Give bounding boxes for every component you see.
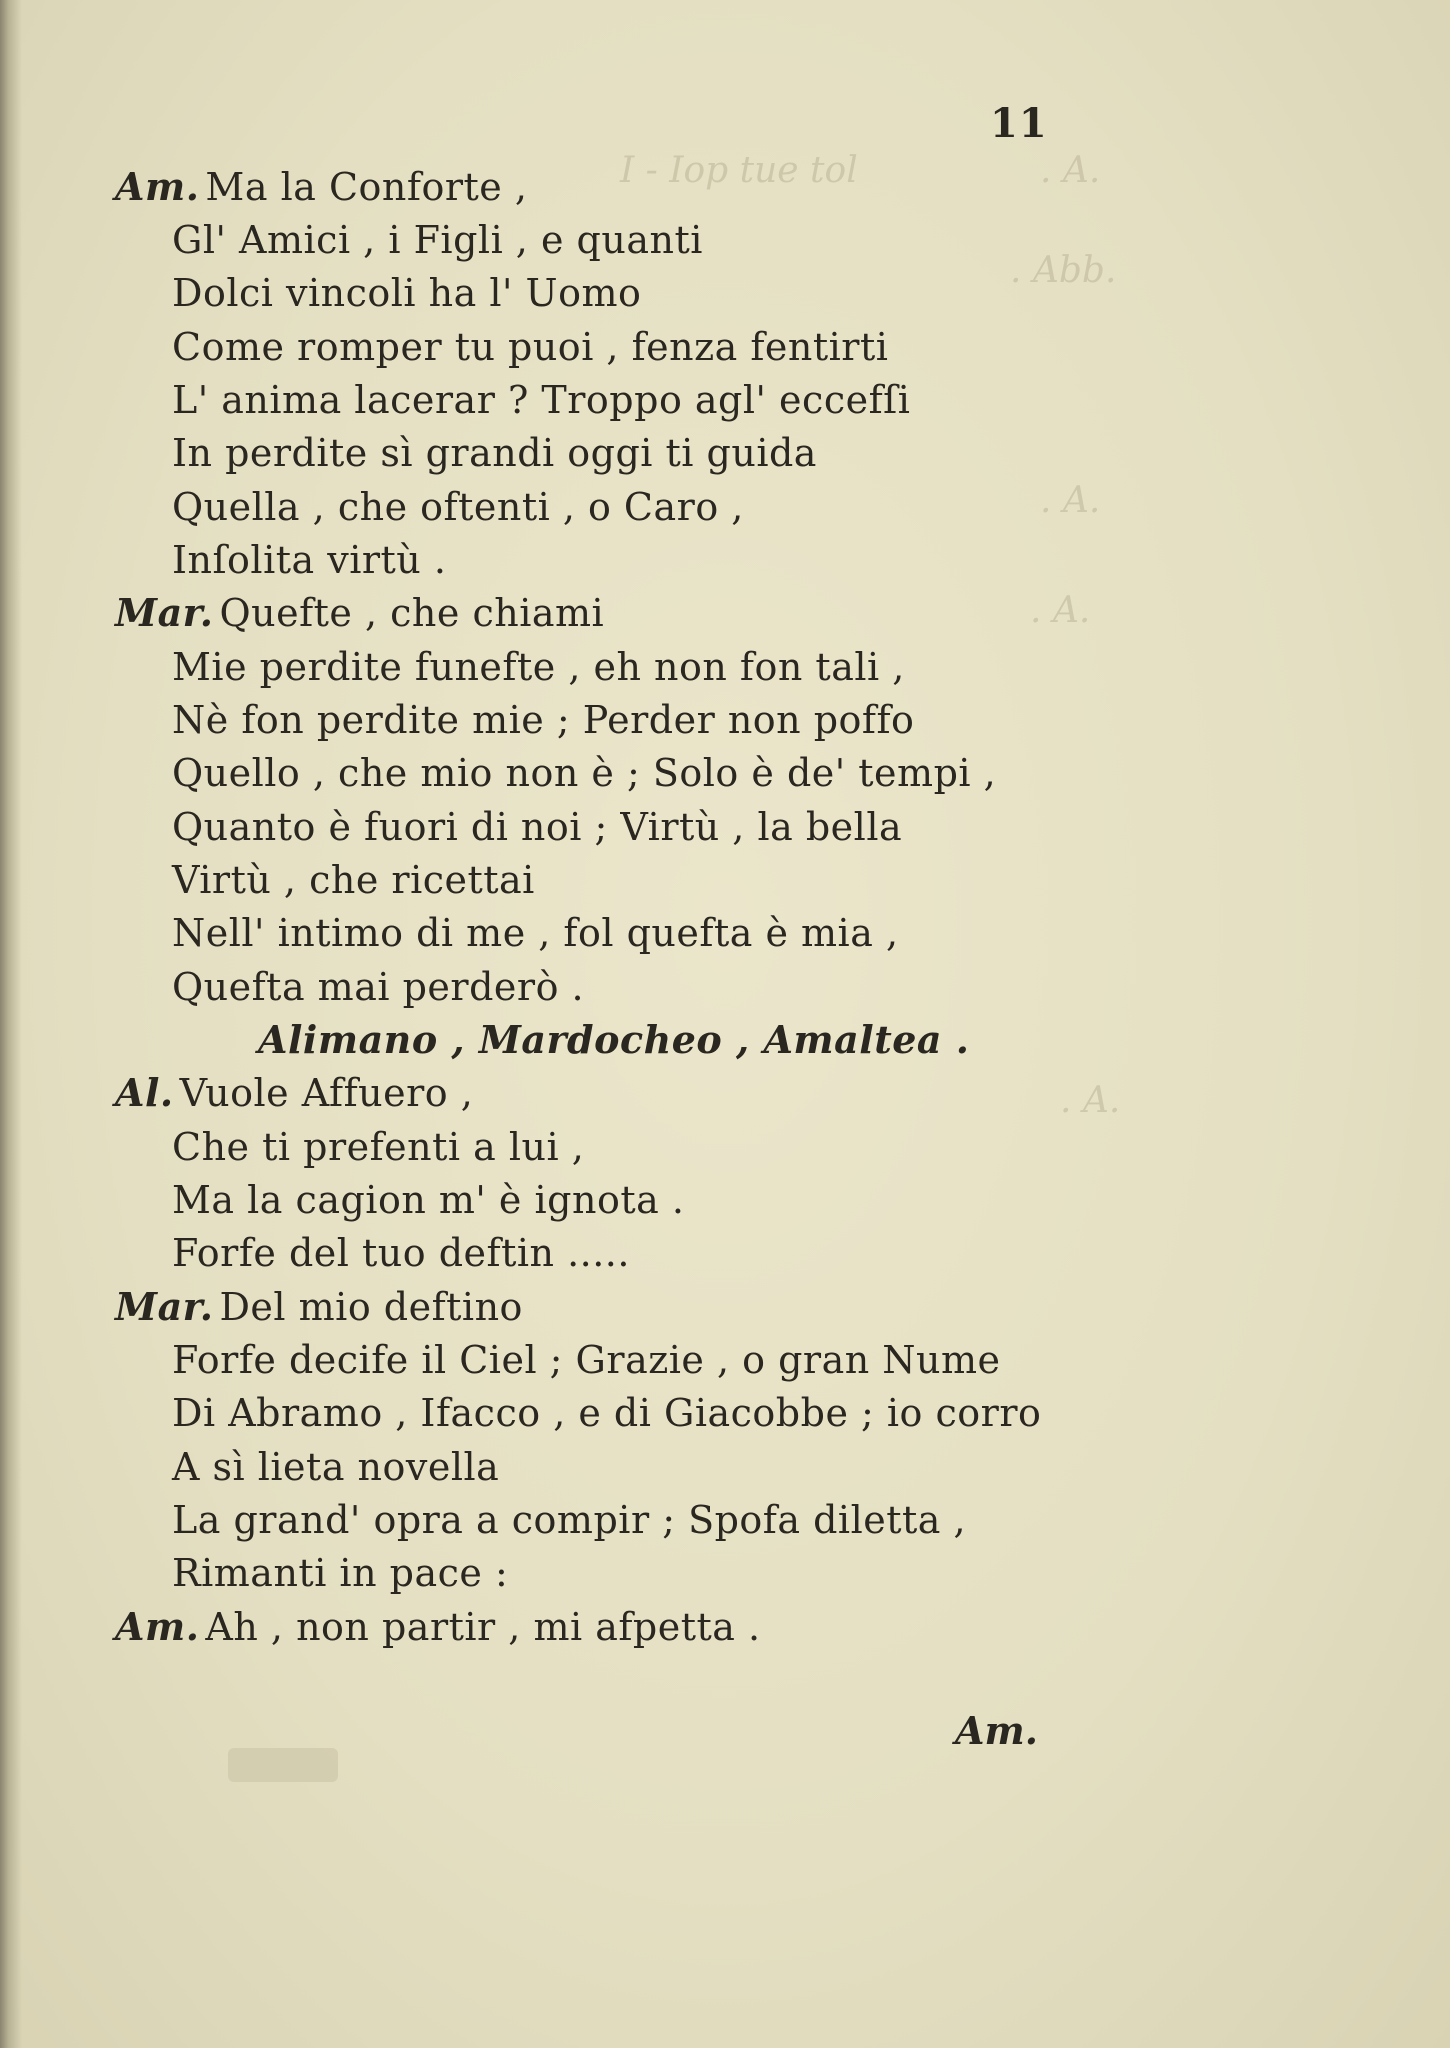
- line-text: Quanto è fuori di noi ; Virtù , la bella: [172, 805, 903, 849]
- catchword: Am.: [955, 1708, 1038, 1753]
- text-line: [115, 1282, 523, 1332]
- speaker-label: Am.: [115, 1604, 200, 1649]
- line-text: Forfe del tuo deftin .....: [172, 1231, 630, 1275]
- text-line: [172, 1122, 584, 1172]
- text-line: [258, 1015, 970, 1065]
- bleed-through: . A.: [1030, 590, 1091, 631]
- line-text: Che ti prefenti a lui ,: [172, 1125, 585, 1169]
- text-line: [172, 1175, 684, 1225]
- text-line: [115, 1068, 473, 1118]
- text-line: [172, 748, 996, 798]
- line-text: Inſolita virtù .: [172, 538, 447, 582]
- text-line: [172, 322, 888, 372]
- line-text: Quella , che oftenti , o Caro ,: [172, 485, 744, 529]
- text-line: [172, 908, 899, 958]
- line-text: Mie perdite funefte , eh non fon tali ,: [172, 645, 905, 689]
- text-line: [115, 1602, 761, 1652]
- speaker-label: Al.: [115, 1070, 174, 1115]
- bleed-through: . A.: [1060, 1080, 1121, 1121]
- line-text: Ma la Conforte ,: [205, 165, 528, 209]
- text-line: [172, 268, 641, 318]
- ink-stain: [228, 1748, 338, 1782]
- text-line: [172, 1335, 1001, 1385]
- bleed-through: . A.: [1040, 480, 1101, 521]
- text-line: [172, 1442, 499, 1492]
- binding-shadow: [0, 0, 22, 2048]
- line-text: Nè fon perdite mie ; Perder non poffo: [172, 698, 915, 742]
- text-line: [172, 1388, 1041, 1438]
- line-text: Come romper tu puoi , fenza fentirti: [172, 325, 889, 369]
- text-line: [115, 162, 527, 212]
- line-text: A sì lieta novella: [172, 1445, 500, 1489]
- speaker-label: Mar.: [115, 1284, 214, 1329]
- line-text: Nell' intimo di me , fol quefta è mia ,: [172, 911, 899, 955]
- text-line: [172, 215, 703, 265]
- bleed-through: . Abb.: [1010, 250, 1117, 291]
- speaker-label: Am.: [115, 164, 200, 209]
- line-text: Quello , che mio non è ; Solo è de' tempi ,: [172, 751, 997, 795]
- line-text: La grand' opra a compir ; Spofa diletta ,: [172, 1498, 967, 1542]
- bleed-through: . A.: [1040, 150, 1101, 191]
- text-line: [172, 535, 446, 585]
- line-text: Ma la cagion m' è ignota .: [172, 1178, 685, 1222]
- text-line: [172, 1495, 966, 1545]
- text-line: [172, 482, 744, 532]
- line-text: Rimanti in pace :: [172, 1551, 509, 1595]
- line-text: Di Abramo , Ifacco , e di Giacobbe ; io corro: [172, 1391, 1042, 1435]
- text-line: [172, 428, 817, 478]
- line-text: Vuole Affuero ,: [179, 1071, 474, 1115]
- line-text: Forfe decife il Ciel ; Grazie , o gran Nume: [172, 1338, 1001, 1382]
- text-line: [172, 642, 905, 692]
- text-line: [115, 588, 604, 638]
- speaker-label: Mar.: [115, 590, 214, 635]
- line-text: Ah , non partir , mi afpetta .: [205, 1605, 761, 1649]
- line-text: Quefta mai perderò .: [172, 965, 585, 1009]
- text-line: [172, 962, 584, 1012]
- text-line: [172, 695, 914, 745]
- line-text: Virtù , che ricettai: [172, 858, 535, 902]
- line-text: Gl' Amici , i Figli , e quanti: [172, 218, 703, 262]
- text-line: [172, 1548, 508, 1598]
- page-number: 11: [990, 100, 1048, 147]
- line-text: Del mio deftino: [219, 1285, 523, 1329]
- text-line: [172, 1228, 630, 1278]
- bleed-through: I - Iop tue tol: [620, 150, 858, 191]
- line-text: Dolci vincoli ha l' Uomo: [172, 271, 642, 315]
- stage-direction: Alimano , Mardocheo , Amaltea .: [258, 1017, 970, 1062]
- text-line: [172, 855, 535, 905]
- line-text: Quefte , che chiami: [219, 591, 605, 635]
- text-line: [172, 375, 910, 425]
- line-text: L' anima lacerar ? Troppo agl' eccefſi: [172, 378, 911, 422]
- text-line: [172, 802, 902, 852]
- line-text: In perdite sì grandi oggi ti guida: [172, 431, 817, 475]
